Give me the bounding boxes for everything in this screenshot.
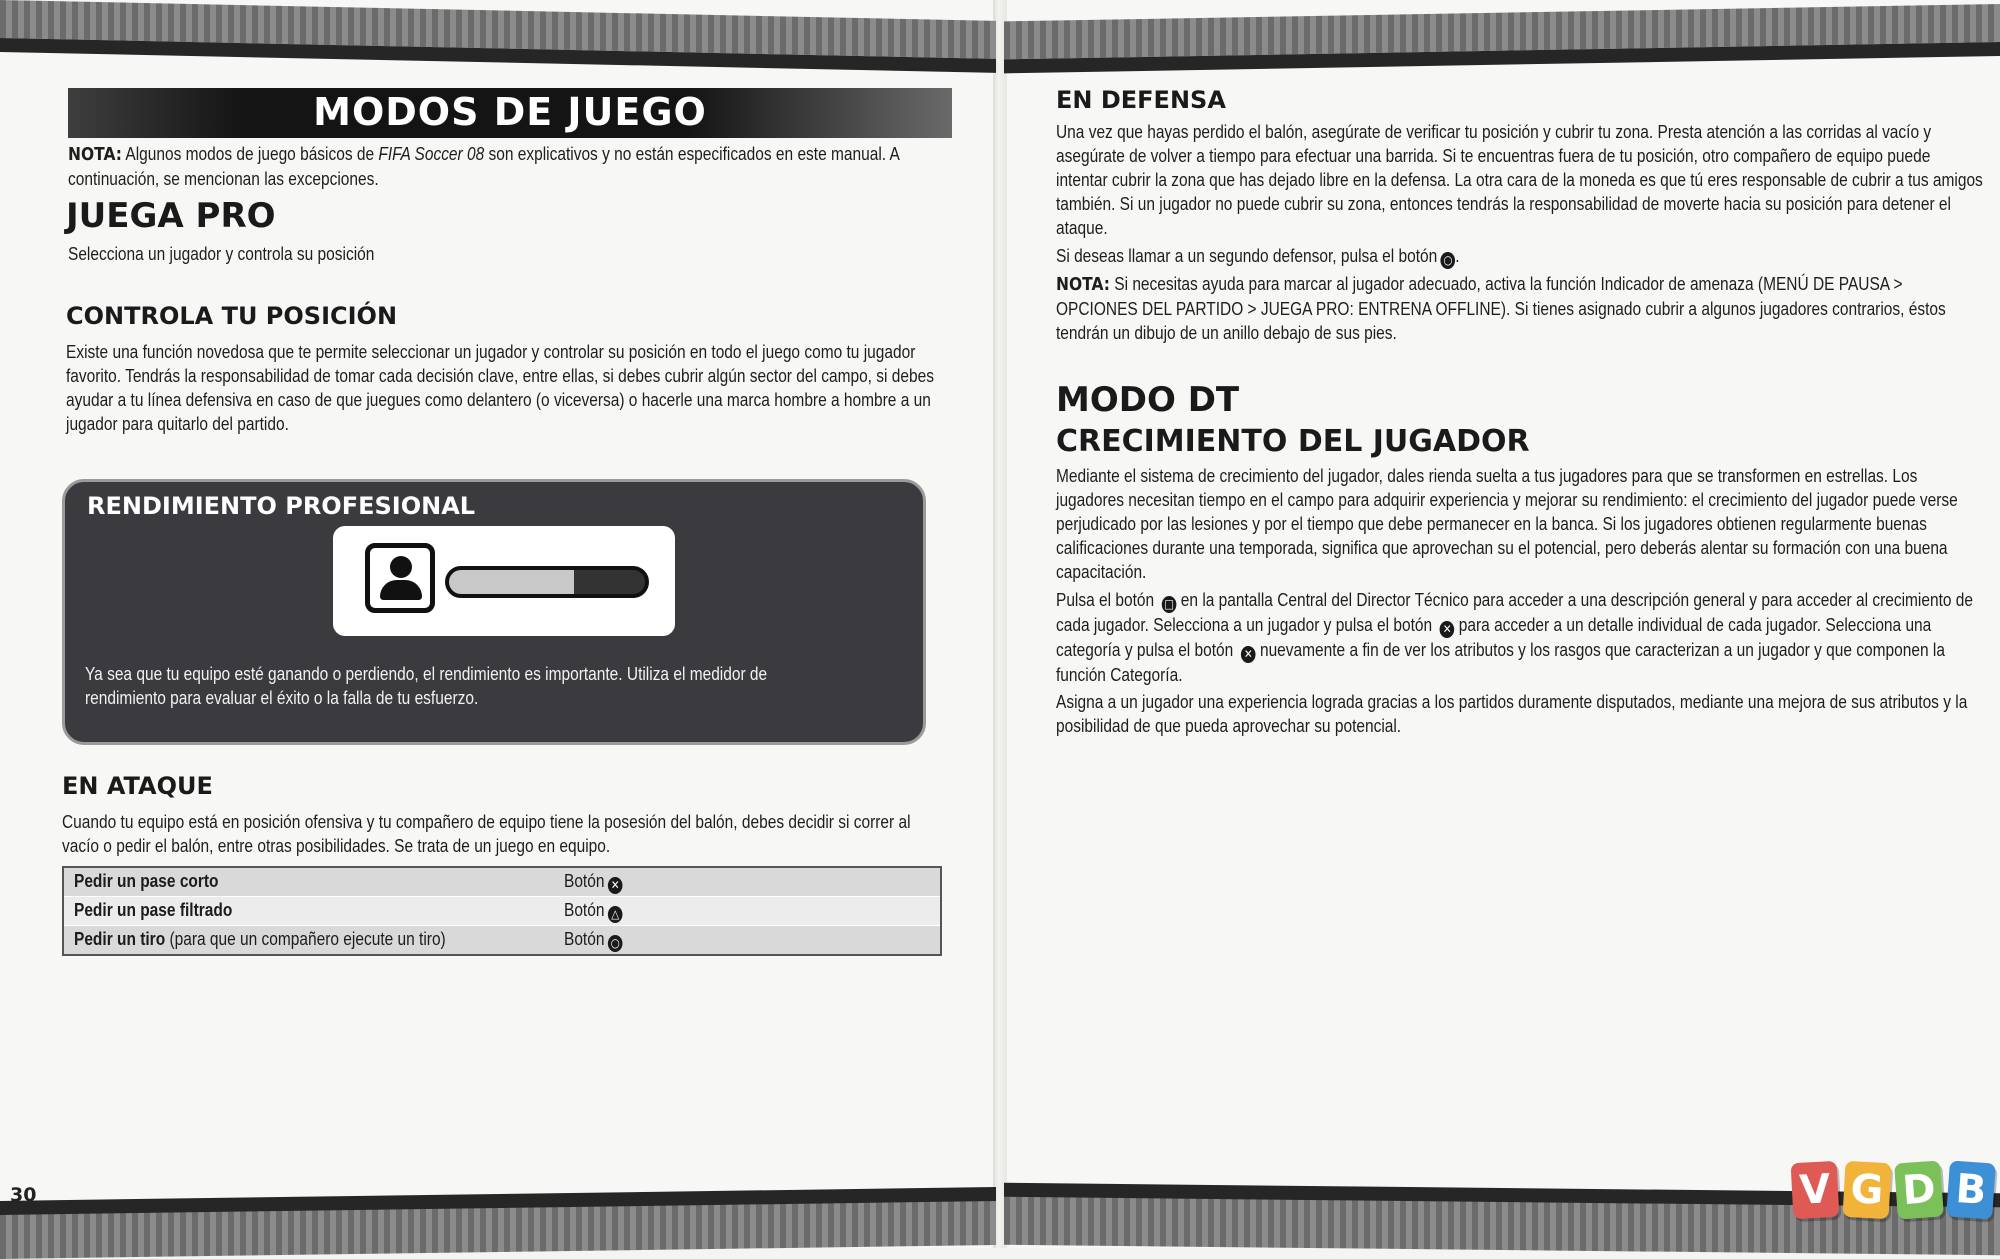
cross-button-icon: ✕ — [1241, 646, 1256, 663]
page-number: 30 — [10, 1184, 37, 1206]
ataque-text: Cuando tu equipo está en posición ofensiva y tu compañero de equipo tiene la posesión del balón, debes decidir si correr al vacío o pedir el balón, entre otras posibilidades. Se trata de un juego en equipo. — [62, 812, 911, 856]
pulsa-text-4: nuevamente a fin de ver los atributos y los rasgos que caracterizan a un jugador y que componen la función Categoría. — [1056, 640, 1945, 685]
pulsa-text-2: en la pantalla Central del Director Técnico para acceder a una descripción general y para acceder al crecimiento de cada jugador. Selecciona a un jugador y pulsa el botón — [1056, 590, 1974, 635]
defensa-second-defender: Si deseas llamar a un segundo defensor, pulsa el botón ○ . — [1056, 246, 1460, 267]
defensa-text-2: Si deseas llamar a un segundo defensor, pulsa el botón — [1056, 246, 1438, 266]
asigna-text: Asigna a un jugador una experiencia lograda gracias a los partidos duramente disputados, mediante una mejora de sus atributos y la posibilidad de que pueda aprovechar su potencial. — [1056, 692, 1968, 736]
performance-meter-card — [333, 526, 675, 636]
table-row — [63, 897, 941, 926]
nota-game-title: FIFA Soccer 08 — [378, 144, 485, 164]
juega-pro-heading: JUEGA PRO — [66, 196, 276, 236]
action-label: Pedir un pase filtrado — [74, 900, 233, 920]
circle-button-icon: ○ — [608, 935, 623, 952]
defensa-heading: EN DEFENSA — [1056, 86, 1226, 114]
right-nota-paragraph — [1056, 272, 1985, 345]
square-button-icon: □ — [1162, 596, 1177, 613]
ataque-heading: EN ATAQUE — [62, 772, 213, 800]
vgdb-watermark-logo — [1792, 1162, 1994, 1222]
juega-pro-text: Selecciona un jugador y controla su posición — [68, 244, 375, 264]
bottom-band-left — [0, 1189, 996, 1259]
nota-label: NOTA: — [68, 144, 122, 165]
action-label: Pedir un tiro — [74, 929, 166, 949]
crecimiento-text: Mediante el sistema de crecimiento del jugador, dales rienda suelta a tus jugadores para que se transformen en estrellas. Los jugadores necesitan tiempo en el campo para adquirir experiencia y mejorar su rendimiento: el crecimiento del jugador puede verse perjudicado por las lesiones y por el tiempo que debe permanecer en la banca. Si los jugadores obtienen regularmente buenas calificaciones durante una temporada, significa que aprovechan su el potencial, pero deberás alentar su formación con una buena capacitación. — [1056, 466, 1958, 582]
cross-button-icon: ✕ — [1440, 621, 1455, 638]
pulsa-text-3: para acceder a un detalle individual de cada jugador. Selecciona una categoría y pulsa el botón — [1056, 615, 1932, 660]
controla-text: Existe una función novedosa que te permite seleccionar un jugador y controlar su posición en todo el juego como tu jugador favorito. Tendrás la responsabilidad de tomar cada decisión clave, entre ellas, si debes cubrir algún sector del campo, si debes ayudar a tu línea defensiva en caso de que juegues como delantero (o viceversa) o hacerle una marca hombre a hombre a un jugador para quitarlo del partido. — [66, 342, 934, 434]
crecimiento-heading: CRECIMIENTO DEL JUGADOR — [1056, 424, 1530, 459]
logo-letter: B — [1946, 1160, 1996, 1219]
logo-letter: D — [1894, 1160, 1944, 1219]
section-banner — [68, 88, 952, 138]
nota-text-1: Algunos modos de juego básicos de — [125, 144, 379, 164]
right-nota-text: Si necesitas ayuda para marcar al jugador adecuado, activa la función Indicador de amenaza (MENÚ DE PAUSA > OPCIONES DEL PARTIDO > JUEGA PRO: ENTRENA OFFLINE). Si tienes asignado cubrir a algunos jugadores contrarios, éstos tendrán un dibujo de un anillo debajo de sus pies. — [1056, 274, 1946, 343]
cross-button-icon: ✕ — [608, 877, 623, 894]
action-label: Pedir un pase corto — [74, 871, 219, 891]
performance-meter-fill — [449, 570, 574, 594]
pulsa-paragraph — [1056, 588, 1985, 687]
action-detail: (para que un compañero ejecute un tiro) — [165, 929, 446, 949]
modo-dt-heading: MODO DT — [1056, 380, 1240, 420]
performance-meter — [445, 566, 649, 598]
nota-text-2: son explicativos y no están especificados en este manual. A continuación, se mencionan las excepciones. — [68, 144, 900, 189]
nota-paragraph — [68, 142, 954, 191]
triangle-button-icon: △ — [608, 906, 623, 923]
controla-heading: CONTROLA TU POSICIÓN — [66, 302, 398, 330]
controls-table — [62, 866, 942, 956]
panel-title: RENDIMIENTO PROFESIONAL — [87, 492, 476, 520]
button-label: Botón — [564, 929, 605, 949]
logo-letter: G — [1843, 1161, 1892, 1219]
logo-letter: V — [1791, 1161, 1840, 1219]
panel-text: Ya sea que tu equipo esté ganando o perdiendo, el rendimiento es importante. Utiliza el medidor de rendimiento para evaluar el éxito o la falla de tu esfuerzo. — [85, 664, 768, 708]
button-label: Botón — [564, 871, 605, 891]
book-spine — [993, 0, 1007, 1248]
button-label: Botón — [564, 900, 605, 920]
defensa-text: Una vez que hayas perdido el balón, asegúrate de verificar tu posición y cubrir tu zona. Presta atención a las corridas al vacío y asegúrate de volver a tiempo para efectuar una barrida. Si te encuentras fuera de tu posición, otro compañero de equipo puede intentar cubrir la zona que has dejado libre en la defensa. La otra cara de la moneda es que tú eres responsable de cubrir a tus amigos también. Si un jugador no puede cubrir su zona, entonces tendrás la responsabilidad de moverte hacia su posición para detener el ataque. — [1056, 122, 1983, 238]
right-nota-label: NOTA: — [1056, 274, 1110, 295]
table-row — [63, 926, 941, 956]
player-avatar-icon — [365, 543, 435, 613]
pulsa-text-1: Pulsa el botón — [1056, 590, 1155, 610]
banner-title: MODOS DE JUEGO — [313, 90, 707, 134]
table-row — [63, 867, 941, 897]
rendimiento-panel — [62, 479, 926, 745]
circle-button-icon: ○ — [1441, 252, 1456, 269]
